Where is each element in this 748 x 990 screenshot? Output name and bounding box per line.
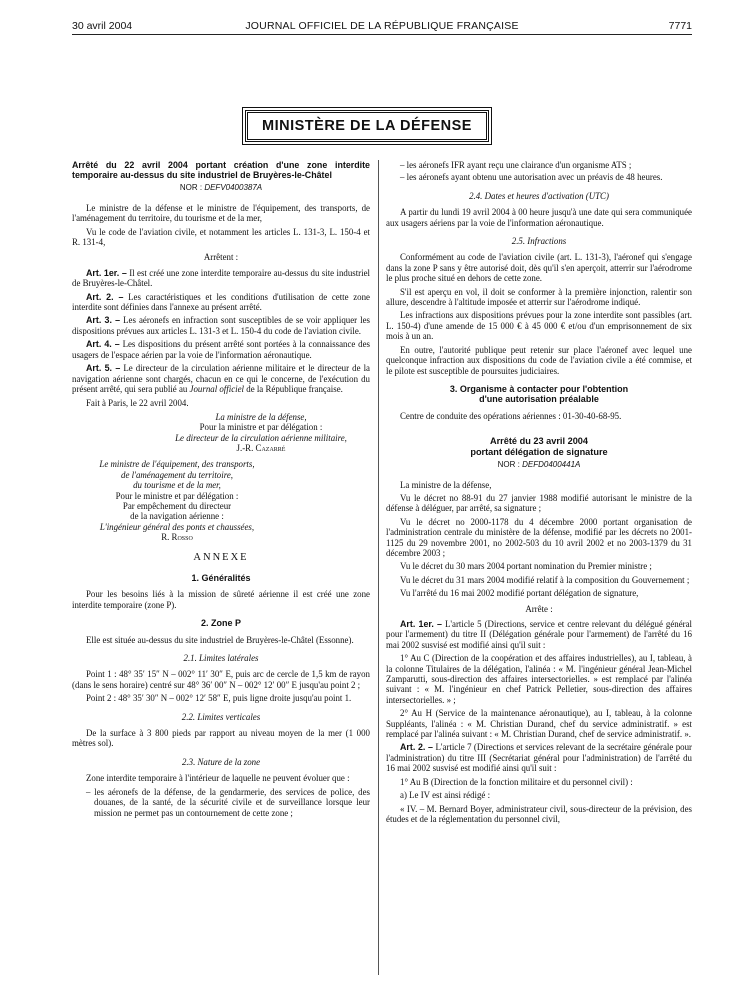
subsection-heading: 2.1. Limites latérales	[183, 653, 259, 664]
header-date: 30 avril 2004	[72, 20, 133, 32]
nor-reference: NOR : DEFD0400441A	[497, 460, 581, 470]
list-item: – les aéronefs de la défense, de la gendarmerie, des services de police, des douanes, de la santé, de la sécurité civile et de surveillance lorsque leur mission ne permet pas un contournement de cette zone ;	[86, 786, 370, 818]
header-journal-title: JOURNAL OFFICIEL DE LA RÉPUBLIQUE FRANÇAISE	[245, 20, 519, 32]
paragraph: En outre, l'autorité publique peut retenir sur place l'aéronef avec lequel une quelconque infraction aux dispositions du code de l'aviation civile a été commise, et le pilote est susceptible de poursuites judiciaires.	[386, 344, 692, 376]
list-item: – les aéronefs ayant obtenu une autorisation avec un préavis de 48 heures.	[400, 172, 663, 183]
arretent: Arrêtent :	[203, 252, 239, 263]
arrete: Arrête :	[525, 603, 553, 614]
section-heading: d'une autorisation préalable	[479, 394, 599, 405]
article-4: Art. 4. – Les dispositions du présent arrêté sont portées à la connaissance des usagers de l'espace aérien par la voie de l'information aéronautique.	[72, 339, 371, 360]
ministry-title: MINISTÈRE DE LA DÉFENSE	[262, 118, 472, 134]
paragraph: Le ministre de la défense et le ministre de l'équipement, des transports, de l'aménagement du territoire, du tourisme et de la mer,	[72, 202, 370, 224]
signature-block-equipment: Le ministre de l'équipement, des transports, de l'aménagement du territoire, du tourisme et de la mer, Pour le ministre et par délégation : Par empêchement du directeur de la navigation aérienne : L'ingénieur général des ponts et chaussées, R. Rosso	[99, 459, 255, 543]
paragraph: Elle est située au-dessus du site industriel de Bruyères-le-Châtel (Essonne).	[86, 634, 354, 645]
paragraph: De la surface à 3 800 pieds par rapport au niveau moyen de la mer (1 000 mètres sol).	[72, 728, 370, 749]
subsection-heading: 2.3. Nature de la zone	[181, 756, 261, 767]
paragraph: Vu le décret du 31 mars 2004 modifié relatif à la composition du Gouvernement ;	[400, 574, 690, 585]
right-column	[386, 160, 692, 827]
paragraph: La ministre de la défense,	[400, 479, 492, 490]
subsection-heading: 2.5. Infractions	[511, 236, 567, 247]
decree-title: Arrêté du 23 avril 2004	[489, 436, 589, 447]
header-page-number: 7771	[668, 20, 692, 32]
section-heading: 3. Organisme à contacter pour l'obtention	[449, 383, 629, 394]
paragraph: S'il est aperçu en vol, il doit se conformer à la première injonction, ralentir son allure, descendre à l'altitude imposée et atterrir sur l'aérodrome indiqué.	[386, 286, 692, 308]
ministry-box	[245, 110, 489, 142]
paragraph: Les infractions aux dispositions prévues pour la zone interdite sont passibles (art. L. 150-4) d'une amende de 15 000 € à 45 000 € et/ou d'un emprisonnement de six mois à un an.	[386, 310, 692, 342]
paragraph: a) Le IV est ainsi rédigé :	[400, 790, 491, 801]
paragraph: 1° Au C (Direction de la coopération et des affaires industrielles), au I, tableau, à la colonne Titulaires de la délégation, l'alinéa : « M. l'ingénieur général Jean-Michel Zamparutti, sous-direction des affaires intersectorielles. » est remplacé par l'alinéa suivant : « M. l'ingénieur en chef Patrick Pelletier, sous-direction des affaires intersectorielles. » ;	[386, 653, 692, 705]
paragraph: Pour les besoins liés à la mission de sûreté aérienne il est créé une zone interdite temporaire (zone P).	[72, 589, 370, 610]
article-2: Art. 2. – Les caractéristiques et les conditions d'utilisation de cette zone interdite sont définies dans l'annexe au présent arrêté.	[72, 291, 370, 313]
section-heading: 2. Zone P	[200, 618, 241, 629]
paragraph: Vu le décret du 30 mars 2004 portant nomination du Premier ministre ;	[400, 561, 652, 572]
page-header	[72, 20, 692, 34]
paragraph: Vu l'arrêté du 16 mai 2002 modifié portant délégation de signature,	[400, 588, 639, 599]
paragraph: Point 2 : 48° 35′ 30″ N – 002° 12′ 58″ E, puis ligne droite jusqu'au point 1.	[86, 693, 352, 704]
article-5: Art. 5. – Le directeur de la circulation aérienne militaire et le directeur de la navigation aérienne sont chargés, chacun en ce qui le concerne, de l'exécution du présent arrêté, qui sera publié au Journal officiel de la République française.	[72, 363, 370, 394]
article-2: Art. 2. – L'article 7 (Directions et services relevant de la secrétaire générale pour l'administration) du titre III (Secrétariat général pour l'administration) de l'arrêté du 16 mai 2002 susvisé est modifié ainsi qu'il suit :	[386, 742, 693, 774]
date-place: Fait à Paris, le 22 avril 2004.	[86, 398, 189, 409]
left-column	[72, 160, 370, 820]
list-item: – les aéronefs IFR ayant reçu une clairance d'un organisme ATS ;	[400, 160, 632, 170]
section-heading: 1. Généralités	[191, 573, 251, 583]
paragraph: Vu le décret no 88-91 du 27 janvier 1988 modifié autorisant le ministre de la défense à déléguer, par arrêté, sa signature ;	[386, 492, 692, 514]
column-separator	[378, 160, 379, 975]
paragraph: Zone interdite temporaire à l'intérieur de laquelle ne peuvent évoluer que :	[86, 773, 350, 784]
article-1: Art. 1er. – L'article 5 (Directions, service et centre relevant du délégué général pour l'armement) du titre II (Délégation générale pour l'armement) de l'arrêté du 16 mai 2002 susvisé est modifié ainsi qu'il suit :	[386, 619, 693, 650]
annexe-heading: ANNEXE	[193, 551, 249, 563]
paragraph: Point 1 : 48° 35′ 15″ N – 002° 11′ 30″ E, puis arc de cercle de 1,5 km de rayon (dans le sens horaire) centré sur 48° 36′ 00″ N – 002° 12′ 00″ E jusqu'au point 2 ;	[72, 669, 370, 690]
paragraph: Centre de conduite des opérations aériennes : 01-30-40-68-95.	[400, 410, 622, 421]
paragraph: Vu le décret no 2000-1178 du 4 décembre 2000 portant organisation de l'administration centrale du ministère de la défense, modifié par les décrets no 2001-1125 du 29 novembre 2001, no 2002-503 du 10 avril 2002 et no 2003-1379 du 31 décembre 2003 ;	[386, 516, 692, 558]
header-rule	[72, 34, 692, 35]
decree-title-line-2: portant délégation de signature	[470, 447, 608, 458]
subsection-heading: 2.4. Dates et heures d'activation (UTC)	[469, 190, 609, 201]
paragraph: Conformément au code de l'aviation civile (art. L. 131-3), l'aéronef qui s'engage dans la zone P sans y être autorisé doit, dès qu'il s'en aperçoit, atterrir sur l'aérodrome le plus proche situé en dehors de cette zone.	[386, 252, 692, 284]
paragraph: Vu le code de l'aviation civile, et notamment les articles L. 131-3, L. 150-4 et R. 131-4,	[72, 226, 370, 248]
paragraph: « IV. – M. Bernard Boyer, administrateur civil, sous-directeur de la prévision, des études et de la réglementation du personnel civil,	[386, 803, 692, 824]
paragraph: A partir du lundi 19 avril 2004 à 00 heure jusqu'à une date qui sera communiquée aux usagers aériens par la voie de l'information aéronautique.	[386, 207, 692, 228]
paragraph: 1° Au B (Direction de la fonction militaire et du personnel civil) :	[400, 776, 633, 787]
subsection-heading: 2.2. Limites verticales	[181, 711, 261, 722]
signature-block-defense: La ministre de la défense, Pour la ministre et par délégation : Le directeur de la circulation aérienne militaire, J.-R. Cazarré	[175, 411, 347, 453]
article-1: Art. 1er. – Il est créé une zone interdite temporaire au-dessus du site industriel de Bruyères-le-Châtel.	[72, 267, 371, 289]
paragraph: 2° Au H (Service de la maintenance aéronautique), au I, tableau, à la colonne Suppléants, l'alinéa : « M. Christian Durand, chef du service administratif. » est remplacé par l'alinéa suivant : « M. Christian Durand, chef de service administratif. ».	[386, 708, 692, 740]
article-3: Art. 3. – Les aéronefs en infraction sont susceptibles de se voir appliquer les dispositions prévues aux articles L. 131-3 et L. 150-4 du code de l'aviation civile.	[72, 315, 370, 336]
decree-title: Arrêté du 22 avril 2004 portant création d'une zone interdite temporaire au-dessus du site industriel de Bruyères-le-Châtel	[72, 160, 370, 181]
nor-reference: NOR : DEFV0400387A	[179, 183, 263, 193]
